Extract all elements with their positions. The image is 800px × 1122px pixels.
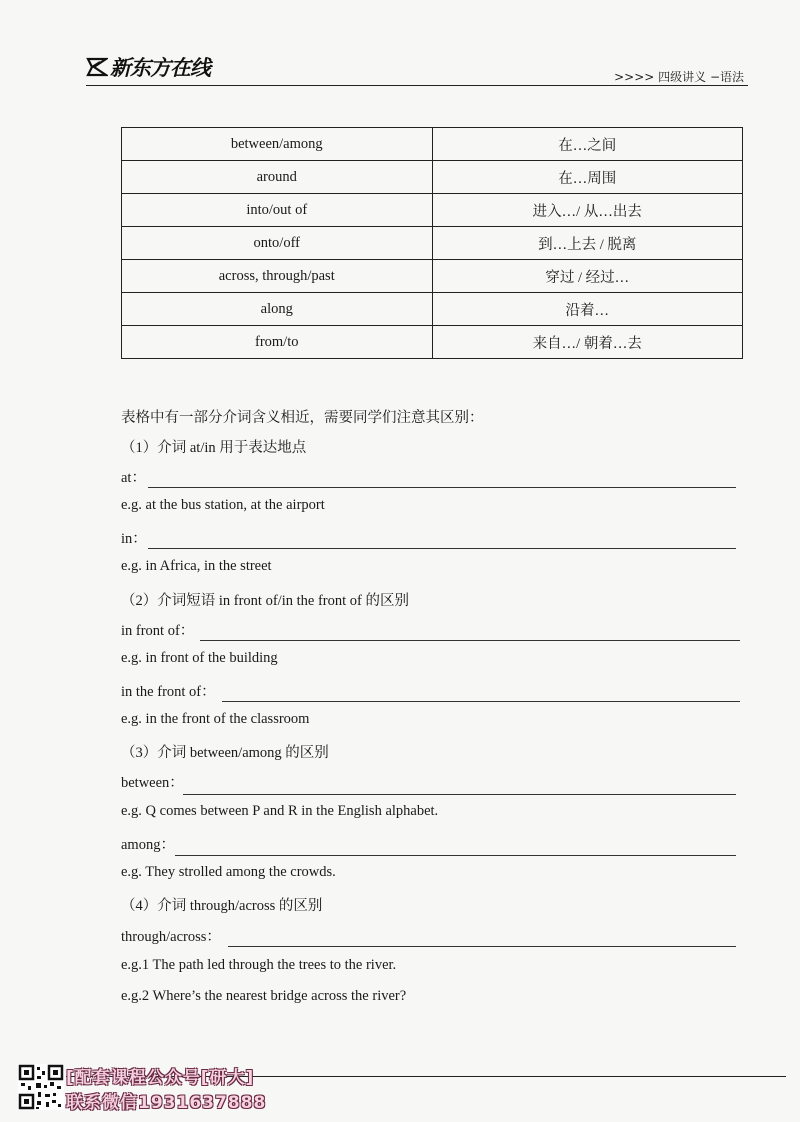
section-4-title: （4）介词 through/across 的区别 (121, 898, 323, 914)
table-row (122, 293, 743, 326)
table-cell-prep: along (122, 293, 433, 326)
logo-mark-icon (86, 56, 108, 78)
through-across-fill-in-line[interactable] (228, 946, 736, 947)
table-cell-meaning: 来自…/ 朝着…去 (432, 326, 743, 359)
in-the-front-of-label: in the front of： (121, 684, 216, 700)
promo-line-2: 联系微信1931637888 (66, 1093, 267, 1113)
qr-code-icon (18, 1064, 64, 1110)
table-row (122, 194, 743, 227)
among-fill-in-line[interactable] (175, 855, 736, 856)
in-front-of-label: in front of： (121, 623, 195, 639)
at-label: at： (121, 470, 146, 486)
section-1-title: （1）介词 at/in 用于表达地点 (121, 440, 307, 456)
through-across-label: through/across： (121, 929, 221, 945)
among-example: e.g. They strolled among the crowds. (121, 864, 336, 880)
table-cell-prep: around (122, 161, 433, 194)
among-label: among： (121, 837, 175, 853)
table-row (122, 326, 743, 359)
table-cell-prep: into/out of (122, 194, 433, 227)
table-row (122, 161, 743, 194)
table-cell-meaning: 进入…/ 从…出去 (432, 194, 743, 227)
section-2-title: （2）介词短语 in front of/in the front of 的区别 (121, 593, 409, 609)
logo (86, 52, 210, 82)
section-3-title: （3）介词 between/among 的区别 (121, 745, 329, 761)
across-example: e.g.2 Where’s the nearest bridge across the river? (121, 988, 407, 1004)
table-row (122, 260, 743, 293)
table-cell-meaning: 穿过 / 经过… (432, 260, 743, 293)
in-front-of-example: e.g. in front of the building (121, 650, 278, 666)
table-cell-meaning: 到…上去 / 脱离 (432, 227, 743, 260)
preposition-table (121, 127, 743, 359)
logo-text: 新东方在线 (110, 56, 210, 80)
between-example: e.g. Q comes between P and R in the English alphabet. (121, 803, 439, 819)
in-example: e.g. in Africa, in the street (121, 558, 272, 574)
between-fill-in-line[interactable] (183, 794, 736, 795)
table-cell-prep: onto/off (122, 227, 433, 260)
in-fill-in-line[interactable] (148, 548, 736, 549)
promo-line-1: [配套课程公众号[研大] (66, 1068, 255, 1088)
through-example: e.g.1 The path led through the trees to the river. (121, 957, 397, 973)
table-cell-meaning: 沿着… (432, 293, 743, 326)
table-cell-prep: across, through/past (122, 260, 433, 293)
between-label: between： (121, 775, 184, 791)
table-row (122, 128, 743, 161)
in-the-front-of-example: e.g. in the front of the classroom (121, 711, 310, 727)
table-cell-meaning: 在…之间 (432, 128, 743, 161)
table-row (122, 227, 743, 260)
in-label: in： (121, 531, 147, 547)
table-cell-prep: from/to (122, 326, 433, 359)
table-cell-prep: between/among (122, 128, 433, 161)
table-cell-meaning: 在…周围 (432, 161, 743, 194)
section-title: >>>> 四级讲义 −语法 (614, 70, 744, 84)
in-the-front-of-fill-in-line[interactable] (222, 701, 740, 702)
in-front-of-fill-in-line[interactable] (200, 640, 740, 641)
header-divider (86, 85, 748, 86)
at-example: e.g. at the bus station, at the airport (121, 497, 325, 513)
intro-text: 表格中有一部分介词含义相近，需要同学们注意其区别： (121, 410, 484, 426)
at-fill-in-line[interactable] (148, 487, 736, 488)
